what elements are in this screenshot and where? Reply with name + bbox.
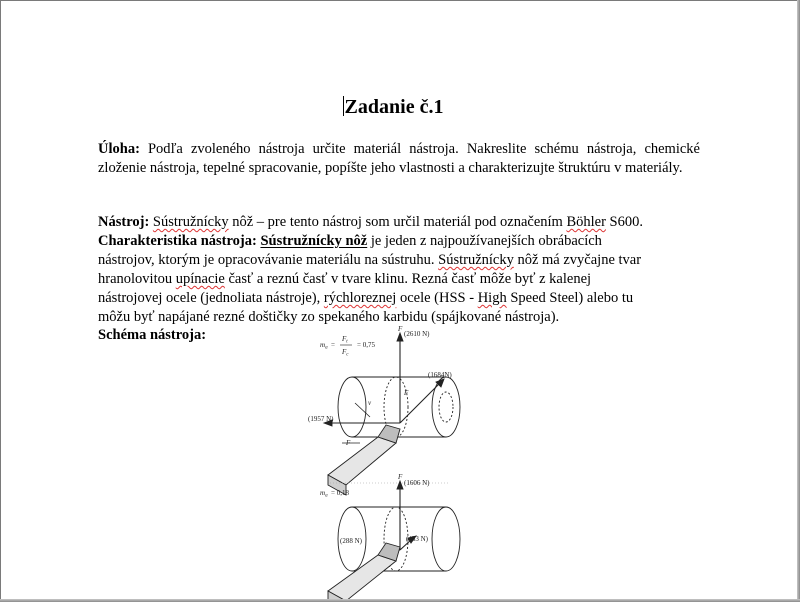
svg-text:(2610 N): (2610 N) <box>404 330 430 338</box>
svg-text:v: v <box>368 399 372 407</box>
svg-text:F: F <box>398 473 403 481</box>
spell-error: Böhler <box>566 214 606 230</box>
document-title: Zadanie č.1 <box>344 96 444 118</box>
svg-text:Ft: $F_t$ <box>342 335 348 345</box>
tool-line: Nástroj: Sústružnícky nôž – pre tento nástroj som určil materiál pod označením Böhler S600. <box>98 214 643 230</box>
task-label: Úloha: <box>98 141 140 157</box>
characteristics-line-4: nástrojovej ocele (jednoliata nástroje), rýchloreznej ocele (HSS - High Speed Steel) alebo tu <box>98 290 634 306</box>
characteristics-term: Sústružnícky nôž <box>260 233 368 249</box>
svg-text:= 0,18: = 0,18 <box>331 489 349 497</box>
svg-text:ma: $m_a$ <box>320 341 328 351</box>
svg-text:(1606 N): (1606 N) <box>404 479 430 487</box>
schema-heading: Schéma nástroja: <box>98 327 207 343</box>
svg-text:F: F <box>346 439 351 447</box>
characteristics-line-1: Charakteristika nástroja: Sústružnícky nôž je jeden z najpoužívanejších obrábacích <box>98 233 602 249</box>
svg-text:ma: $m_a$ <box>320 489 328 499</box>
characteristics-label: Charakteristika nástroja: <box>98 233 257 249</box>
svg-text:(1957 N): (1957 N) <box>308 415 334 423</box>
characteristics-line-2: nástrojov, ktorým je opracovávanie materiálu na sústruhu. Sústružnícky nôž má zvyčajne tvar <box>98 252 642 268</box>
spell-error: Sústružnícky <box>152 214 229 230</box>
svg-text:(1684N): (1684N) <box>428 371 452 379</box>
task-text: Podľa zvoleného nástroja určite materiál nástroja. Nakreslite schému nástroja, chemické zloženie nástroja, tepelné spracovanie, popíšte jeho vlastnosti a charakterizujte štruktúru v materiály. <box>98 141 700 176</box>
svg-text:(288 N): (288 N) <box>340 537 362 545</box>
svg-text:F: F <box>404 389 409 397</box>
tool-label: Nástroj: <box>98 214 150 230</box>
svg-text:= 0,75: = 0,75 <box>357 341 375 349</box>
svg-text:F: F <box>398 325 403 333</box>
svg-text:Fc: $F_c$ <box>342 348 349 358</box>
characteristics-line-3: hranolovitou upínacie časť a reznú časť v tvare klinu. Rezná časť môže byť z kalenej <box>98 271 592 287</box>
characteristics-line-5: môžu byť napájané rezné doštičky zo spekaného karbidu (spájkované nástroja). <box>98 309 560 325</box>
svg-text:=: = <box>331 341 335 349</box>
svg-text:(433 N): (433 N) <box>406 535 428 543</box>
